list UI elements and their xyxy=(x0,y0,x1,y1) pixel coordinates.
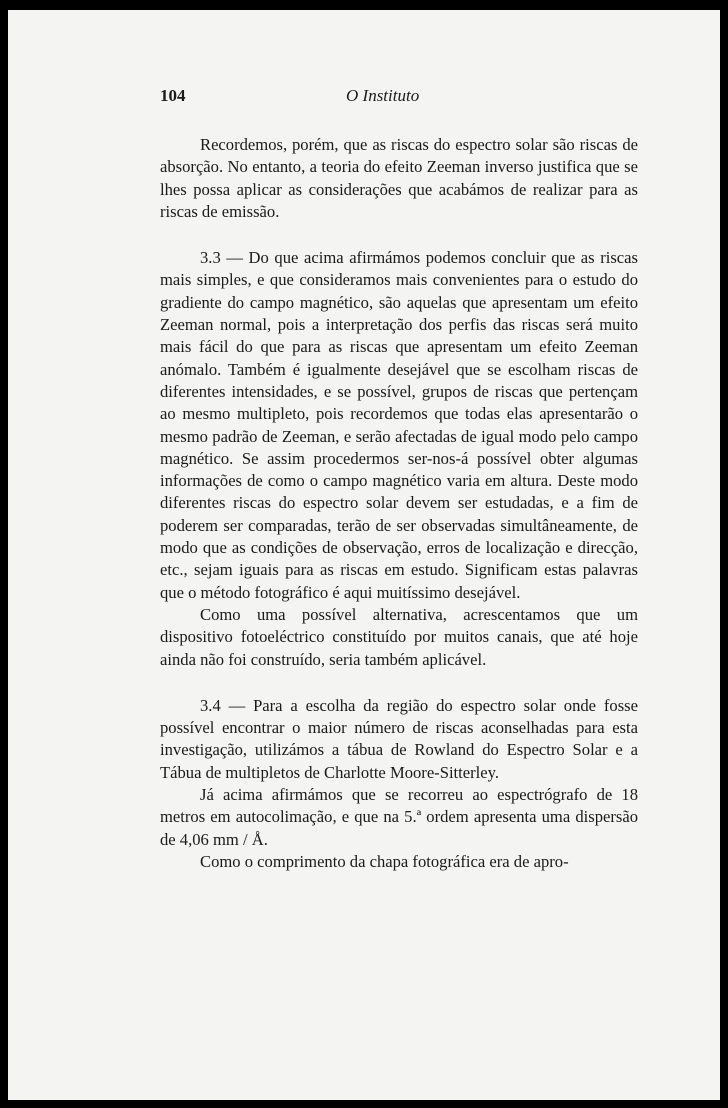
paragraph-text: Para a escolha da região do espectro solar onde fosse possível encontrar o maior número de riscas aconselhadas para esta investigação, utilizámos a tábua de Rowland do Espectro Solar e a Tábua de multipletos de Charlotte Moore-Sitterley. xyxy=(160,695,638,782)
paragraph-text: Do que acima afirmámos podemos concluir que as riscas mais simples, e que consideramos mais convenientes para o estudo do gradiente do campo magnético, são aquelas que apresentam um efeito Zeeman normal, pois a interpretação dos perfis das riscas será muito mais fácil do que para as riscas que apresentam um efeito Zeeman anómalo. Também é igualmente desejável que se escolham riscas de diferentes intensidades, e se possível, grupos de riscas que pertençam ao mesmo multipleto, pois recordemos que todas elas apresentarão o mesmo padrão de Zeeman, e serão afectadas de igual modo pelo campo magnético. Se assim procedermos ser-nos-á possível obter algumas informações de como o campo magnético varia em altura. Deste modo diferentes riscas do espectro solar devem ser estudadas, e a fim de poderem ser comparadas, terão de ser observadas simultâneamente, de modo que as condições de observação, erros de localização e direcção, etc., sejam iguais para as riscas em estudo. Significam estas palavras que o método fotográfico é aqui muitíssimo desejável. xyxy=(160,248,638,602)
running-title: O Instituto xyxy=(346,86,420,105)
paragraph xyxy=(160,851,638,873)
paragraph-text: Como o comprimento da chapa fotográfica era de apro- xyxy=(200,851,569,871)
paragraph-text: Como uma possível alternativa, acrescentamos que um dispositivo fotoeléctrico constituído por muitos canais, que até hoje ainda não foi construído, seria também aplicável. xyxy=(160,604,638,669)
page-number: 104 xyxy=(160,86,186,105)
section-dash: — xyxy=(220,695,254,715)
section-paragraph-3-3 xyxy=(160,247,638,604)
section-number: 3.3 xyxy=(200,248,221,268)
section-number: 3.4 xyxy=(200,695,221,715)
section-paragraph-3-4 xyxy=(160,695,638,784)
document-page xyxy=(8,10,720,1100)
paragraph xyxy=(160,604,638,671)
paragraph xyxy=(160,784,638,851)
section-dash: — xyxy=(220,248,249,268)
page-header xyxy=(160,86,638,112)
body-text xyxy=(160,134,638,873)
paragraph-text: Já acima afirmámos que se recorreu ao espectrógrafo de 18 metros em autocolimação, e que na 5.ª ordem apresenta uma dispersão de 4,06 mm / Å. xyxy=(160,785,638,849)
paragraph xyxy=(160,134,638,223)
paragraph-text: Recordemos, porém, que as riscas do espectro solar são riscas de absorção. No entanto, a teoria do efeito Zeeman inverso justifica que se lhes possa aplicar as considerações que acabámos de realizar para as riscas de emissão. xyxy=(160,135,638,221)
